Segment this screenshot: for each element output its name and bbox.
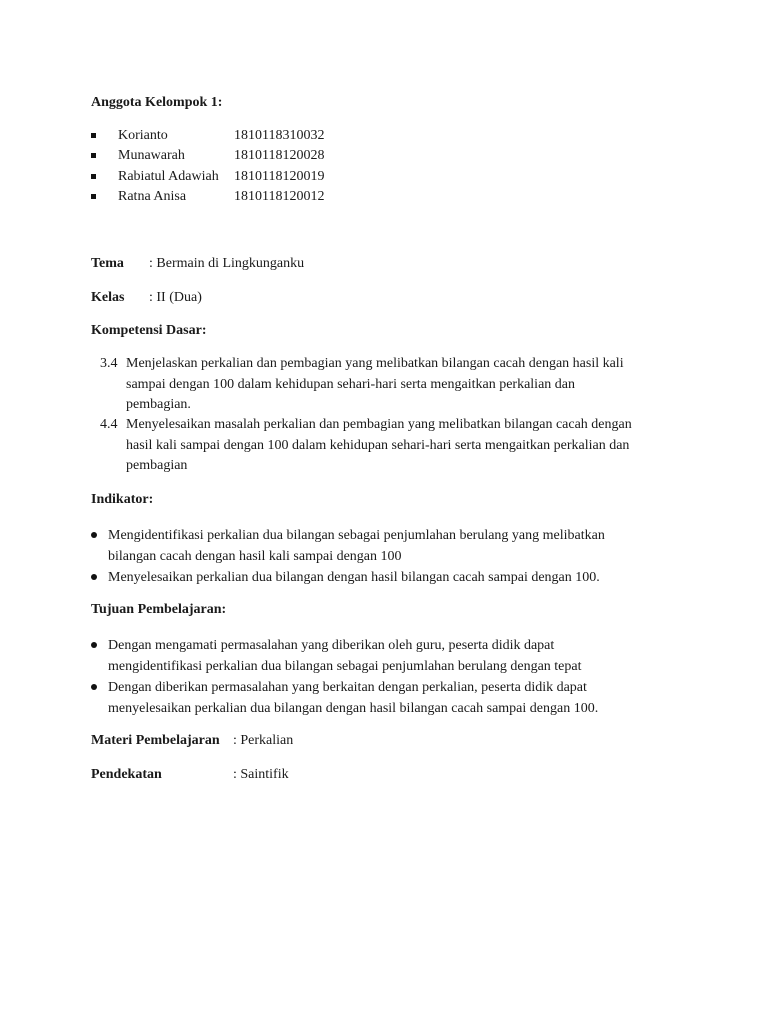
member-name: Munawarah [118, 148, 185, 163]
tujuan-text [108, 677, 668, 719]
tujuan-text [108, 635, 668, 677]
member-name: Korianto [118, 128, 168, 143]
kelas-label: Kelas [91, 290, 125, 305]
square-bullet-icon [91, 194, 96, 199]
kompetensi-line: hasil kali sampai dengan 100 dalam kehidupan sehari-hari serta mengaitkan perkalian dan [126, 437, 630, 453]
member-nim: 1810118120012 [234, 189, 325, 204]
member-name: Ratna Anisa [118, 189, 187, 204]
round-bullet-icon [91, 684, 97, 690]
kompetensi-text [126, 415, 686, 477]
member-nim: 1810118310032 [234, 128, 325, 143]
indikator-text [108, 525, 668, 567]
indikator-text [108, 567, 668, 588]
indikator-line: Mengidentifikasi perkalian dua bilangan sebagai penjumlahan berulang yang melibatkan [108, 528, 605, 543]
tujuan-line: Dengan diberikan permasalahan yang berkaitan dengan perkalian, peserta didik dapat [108, 680, 587, 695]
kompetensi-text [126, 354, 686, 416]
tujuan-line: Dengan mengamati permasalahan yang diberikan oleh guru, peserta didik dapat [108, 638, 555, 653]
indikator-heading: Indikator: [91, 492, 154, 507]
pendekatan-label: Pendekatan [91, 767, 162, 782]
indikator-line: bilangan cacah dengan hasil kali sampai dengan 100 [108, 549, 402, 564]
round-bullet-icon [91, 642, 97, 648]
tujuan-line: mengidentifikasi perkalian dua bilangan sebagai penjumlahan berulang dengan tepat [108, 659, 582, 674]
tema-value: : Bermain di Lingkunganku [149, 256, 305, 271]
square-bullet-icon [91, 153, 96, 158]
kompetensi-line: pembagian. [126, 397, 191, 412]
materi-label: Materi Pembelajaran [91, 733, 220, 748]
kompetensi-line: pembagian [126, 458, 188, 473]
member-row [91, 146, 391, 166]
member-nim: 1810118120028 [234, 148, 325, 163]
tema-label: Tema [91, 256, 124, 271]
kelas-value: : II (Dua) [149, 290, 202, 305]
member-row [91, 126, 391, 146]
kompetensi-heading: Kompetensi Dasar: [91, 323, 207, 338]
round-bullet-icon [91, 532, 97, 538]
member-row [91, 187, 391, 207]
member-row [91, 167, 391, 187]
group-heading: Anggota Kelompok 1: [91, 95, 223, 110]
member-nim: 1810118120019 [234, 169, 325, 184]
square-bullet-icon [91, 133, 96, 138]
tujuan-heading: Tujuan Pembelajaran: [91, 602, 227, 617]
kompetensi-number: 4.4 [100, 417, 118, 432]
pendekatan-value: : Saintifik [233, 767, 289, 782]
kompetensi-line: Menjelaskan perkalian dan pembagian yang melibatkan bilangan cacah dengan hasil kali [126, 356, 624, 371]
indikator-line: Menyelesaikan perkalian dua bilangan dengan hasil bilangan cacah sampai dengan 100. [108, 570, 600, 585]
member-name: Rabiatul Adawiah [118, 169, 219, 184]
kompetensi-number: 3.4 [100, 356, 118, 371]
kompetensi-line: sampai dengan 100 dalam kehidupan sehari-hari serta mengaitkan perkalian dan [126, 376, 575, 392]
round-bullet-icon [91, 574, 97, 580]
square-bullet-icon [91, 174, 96, 179]
tujuan-line: menyelesaikan perkalian dua bilangan dengan hasil bilangan cacah sampai dengan 100. [108, 701, 599, 716]
kompetensi-line: Menyelesaikan masalah perkalian dan pembagian yang melibatkan bilangan cacah dengan [126, 417, 632, 432]
materi-value: : Perkalian [233, 733, 294, 748]
